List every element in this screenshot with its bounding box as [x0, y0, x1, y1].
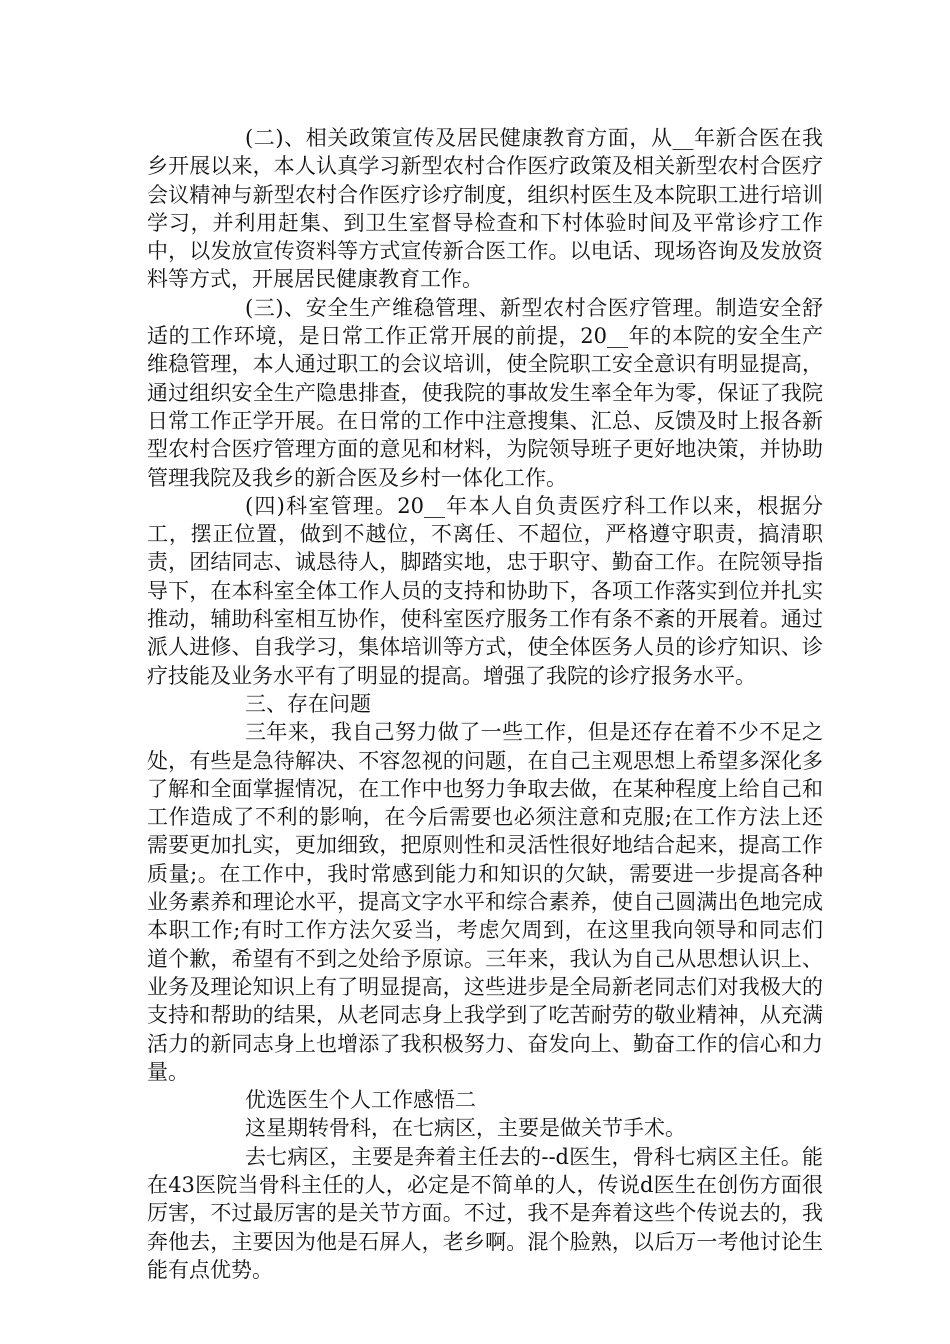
paragraph-safety-management: (三)、安全生产维稳管理、新型农村合医疗管理。制造安全舒适的工作环境，是日常工作正常开展的前提，20__年的本院的安全生产维稳管理，本人通过职工的会议培训，使全院职工安全意识有明显提高，通过组织安全生产隐患排查，使我院的事故发生率全年为零，保证了我院日常工作正学开展。在日常的工作中注意搜集、汇总、反馈及时上报各新型农村合医疗管理方面的意见和材料，为院领导班子更好地决策，并协助管理我院及我乡的新合医及乡村一体化工作。: [147, 295, 823, 490]
paragraph-policy-publicity: (二)、相关政策宣传及居民健康教育方面，从__年新合医在我乡开展以来，本人认真学习新型农村合作医疗政策及相关新型农村合医疗会议精神与新型农村合作医疗诊疗制度，组织村医生及本院职工进行培训学习，并利用赶集、到卫生室督导检查和下村体验时间及平常诊疗工作中，以发放宣传资料等方式宣传新合医工作。以电话、现场咨询及发放资料等方式，开展居民健康教育工作。: [147, 126, 823, 292]
paragraph-orthopedics-intro: 这星期转骨科，在七病区，主要是做关节手术。: [245, 1116, 686, 1141]
document-body: [147, 124, 823, 1284]
paragraph-problems: 三年来，我自己努力做了一些工作，但是还存在着不少不足之处，有些是急待解决、不容忽视的问题，在自己主观思想上希望多深化多了解和全面掌握情况，在工作中也努力争取去做，在某种程度上给自己和工作造成了不利的影响，在今后需要也必须注意和克服;在工作方法上还需要更加扎实，更加细致，把原则性和灵活性很好地结合起来，提高工作质量;。在工作中，我时常感到能力和知识的欠缺，需要进一步提高各种业务素养和理论水平，提高文字水平和综合素养，使自己圆满出色地完成本职工作;有时工作方法欠妥当，考虑欠周到，在这里我向领导和同志们道个歉，希望有不到之处给予原谅。三年来，我认为自己从思想认识上、业务及理论知识上有了明显提高，这些进步是全局新老同志们对我极大的支持和帮助的结果，从老同志身上我学到了吃苦耐劳的敬业精神，从充满活力的新同志身上也增添了我积极努力、奋发向上、勤奋工作的信心和力量。: [147, 720, 823, 1084]
section-heading-reflection-two: 优选医生个人工作感悟二: [245, 1088, 476, 1113]
section-heading-problems: 三、存在问题: [245, 691, 371, 716]
paragraph-department-management: (四)科室管理。20__年本人自负责医疗科工作以来，根据分工，摆正位置，做到不越位，不离任、不超位，严格遵守职责，搞清职责，团结同志、诚恳待人，脚踏实地，忠于职守、勤奋工作。在院领导指导下，在本科室全体工作人员的支持和协助下，各项工作落实到位并扎实推动，辅助科室相互协作，使科室医疗服务工作有条不紊的开展着。通过派人进修、自我学习，集体培训等方式，使全体医务人员的诊疗知识、诊疗技能及业务水平有了明显的提高。增强了我院的诊疗报务水平。: [147, 493, 823, 688]
paragraph-ward-seven: 去七病区，主要是奔着主任去的--d医生，骨科七病区主任。能在43医院当骨科主任的人，必定是不简单的人，传说d医生在创伤方面很厉害，不过最厉害的是关节方面。不过，我不是奔着这些个传说去的，我奔他去，主要因为他是石屏人，老乡啊。混个脸熟，以后万一考他讨论生能有点优势。: [147, 1144, 823, 1282]
